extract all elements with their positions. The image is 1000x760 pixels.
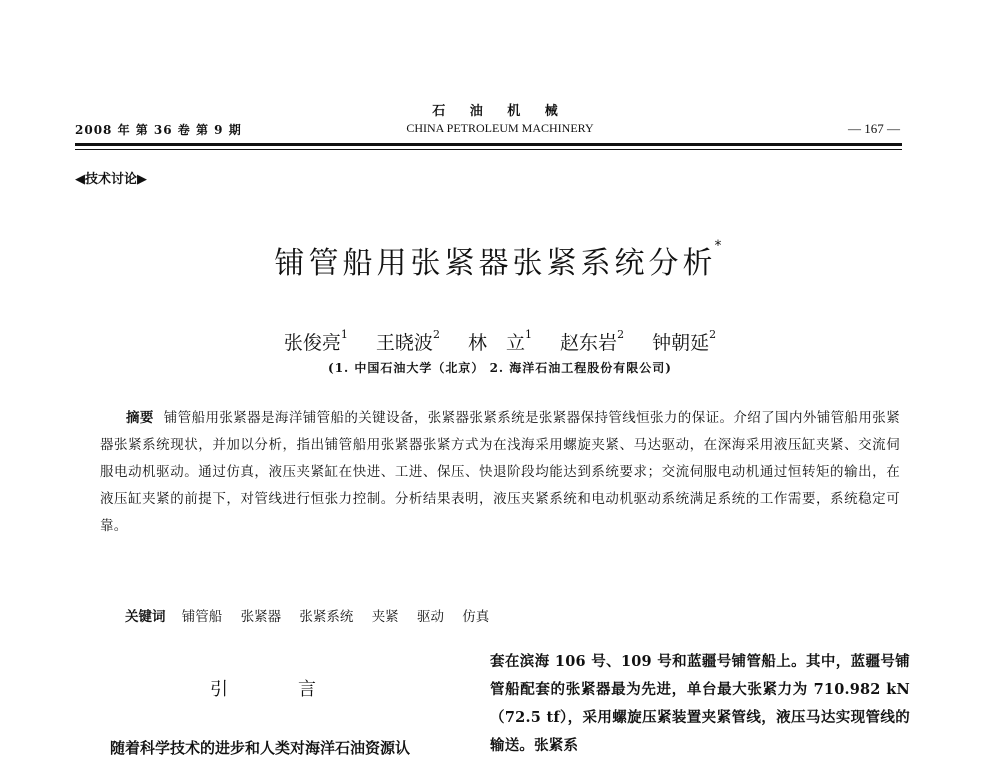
keyword: 驱动 [416, 609, 444, 625]
author: 王晓波$^2$ [375, 328, 440, 354]
paper-title [0, 238, 1000, 282]
intro-heading: 引言 [210, 679, 386, 700]
keyword: 张紧系统 [299, 609, 354, 625]
author: 张俊亮$^1$ [283, 328, 348, 354]
abstract-label: 摘要 [126, 410, 154, 426]
author-list [0, 328, 1000, 355]
author: 林 立$^1$ [467, 328, 532, 354]
keyword: 夹紧 [371, 609, 399, 625]
header-rule-thin [75, 149, 902, 150]
header-rule-thick [75, 143, 902, 146]
affiliations: (1. 中国石油大学（北京） 2. 海洋石油工程股份有限公司) [328, 361, 672, 375]
right-column-text: 套在滨海 106 号、109 号和蓝疆号铺管船上。其中，蓝疆号铺管船配套的张紧器最为先进，单台最大张紧力为 710.982 kN（72.5 tf），采用螺旋压紧装置夹紧管线，液压马达实现管线的输送。张紧系 [490, 653, 910, 754]
page-number: — 167 — [848, 121, 900, 136]
section-tag: ◀技术讨论▶ [75, 172, 147, 187]
author: 赵东岩$^2$ [560, 328, 625, 354]
author: 钟朝延$^2$ [652, 328, 717, 354]
journal-name-cn: 石 油 机 械 [432, 104, 568, 119]
title-footnote-mark: * [714, 238, 726, 254]
intro-first-line: 随着科学技术的进步和人类对海洋石油资源认 [110, 739, 411, 757]
keyword: 铺管船 [181, 609, 223, 625]
issue-info: 2008 年 第 36 卷 第 9 期 [75, 123, 242, 137]
keywords [125, 605, 503, 625]
keyword: 张紧器 [240, 609, 282, 625]
paper-title-text: 铺管船用张紧器张紧系统分析 [274, 246, 717, 281]
journal-name-en: CHINA PETROLEUM MACHINERY [406, 121, 594, 135]
keyword: 仿真 [462, 609, 490, 625]
keywords-label: 关键词 [125, 609, 166, 625]
abstract-text: 铺管船用张紧器是海洋铺管船的关键设备，张紧器张紧系统是张紧器保持管线恒张力的保证。介绍了国内外铺管船用张紧器张紧系统现状，并加以分析，指出铺管船用张紧器张紧方式为在浅海采用螺旋夹紧、马达驱动，在深海采用液压缸夹紧、交流伺服电动机驱动。通过仿真，液压夹紧缸在快进、工进、保压、快退阶段均能达到系统要求；交流伺服电动机通过恒转矩的输出，在液压缸夹紧的前提下，对管线进行恒张力控制。分析结果表明，液压夹紧系统和电动机驱动系统满足系统的工作需要，系统稳定可靠。 [100, 410, 900, 534]
abstract [100, 405, 900, 540]
